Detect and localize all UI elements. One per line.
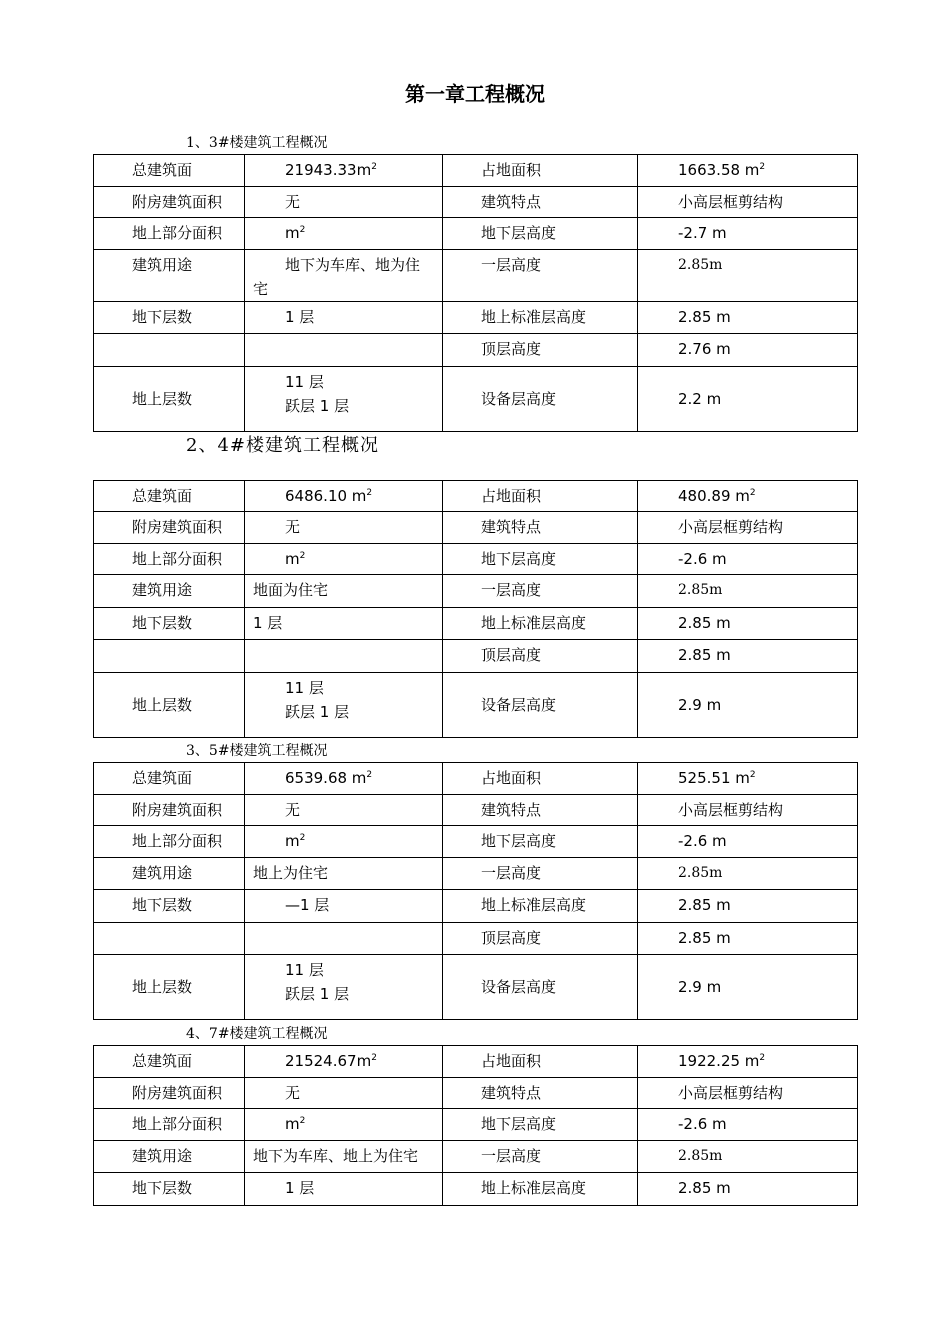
value-above-floors: 11 层 跃层 1 层	[245, 955, 443, 1020]
value-equipment-floor-height: 2.2 m	[638, 367, 858, 432]
building-5-table	[93, 762, 858, 1020]
empty-cell	[94, 923, 245, 955]
value-total-area: 6486.10 $m^2$	[245, 481, 443, 512]
label-basement-floors: 地下层数	[94, 890, 245, 923]
value-above-area: $m^2$	[245, 1109, 443, 1141]
value-top-floor-height: 2.85 m	[638, 923, 858, 955]
table-row	[94, 763, 858, 795]
label-first-floor-height: 一层高度	[443, 1141, 638, 1173]
value-total-area: $21943.33m^2$	[245, 155, 443, 187]
value-standard-floor-height: 2.85 m	[638, 890, 858, 923]
building-7-table	[93, 1045, 858, 1206]
value-above-area: $m^2$	[245, 826, 443, 858]
table-row	[94, 955, 858, 1020]
value-land-area: 480.89 $m^2$	[638, 481, 858, 512]
table-row	[94, 512, 858, 544]
value-basement-floors: —1 层	[245, 890, 443, 923]
label-annex-area: 附房建筑面积	[94, 1078, 245, 1109]
label-top-floor-height: 顶层高度	[443, 640, 638, 673]
page-title: 第一章工程概况	[405, 82, 545, 106]
label-total-area: 总建筑面	[94, 763, 245, 795]
value-above-area: $m^2$	[245, 218, 443, 250]
label-basement-height: 地下层高度	[443, 826, 638, 858]
table-row	[94, 367, 858, 432]
value-first-floor-height: 2.85m	[638, 575, 858, 608]
label-basement-height: 地下层高度	[443, 544, 638, 575]
label-total-area: 总建筑面	[94, 155, 245, 187]
label-annex-area: 附房建筑面积	[94, 187, 245, 218]
label-above-floors: 地上层数	[94, 955, 245, 1020]
value-basement-floors: 1 层	[245, 1173, 443, 1206]
table-row	[94, 890, 858, 923]
value-usage: 地下为车库、地上为住宅	[245, 1141, 443, 1173]
value-equipment-floor-height: 2.9 m	[638, 673, 858, 738]
value-feature: 小高层框剪结构	[638, 795, 858, 826]
table-row	[94, 923, 858, 955]
label-basement-floors: 地下层数	[94, 608, 245, 640]
label-first-floor-height: 一层高度	[443, 858, 638, 890]
table-row	[94, 858, 858, 890]
value-first-floor-height: 2.85m	[638, 250, 858, 302]
value-total-area: $21524.67m^2$	[245, 1046, 443, 1078]
label-equipment-floor-height: 设备层高度	[443, 955, 638, 1020]
value-annex-area: 无	[245, 187, 443, 218]
label-equipment-floor-height: 设备层高度	[443, 673, 638, 738]
value-first-floor-height: 2.85m	[638, 858, 858, 890]
value-annex-area: 无	[245, 512, 443, 544]
table-row	[94, 1109, 858, 1141]
value-basement-height: -2.6 m	[638, 1109, 858, 1141]
label-above-area: 地上部分面积	[94, 544, 245, 575]
table-row	[94, 608, 858, 640]
label-usage: 建筑用途	[94, 575, 245, 608]
value-top-floor-height: 2.76 m	[638, 334, 858, 367]
building-4-table	[93, 480, 858, 738]
label-feature: 建筑特点	[443, 512, 638, 544]
value-annex-area: 无	[245, 1078, 443, 1109]
label-usage: 建筑用途	[94, 858, 245, 890]
value-basement-height: -2.6 m	[638, 544, 858, 575]
label-standard-floor-height: 地上标准层高度	[443, 890, 638, 923]
label-above-area: 地上部分面积	[94, 1109, 245, 1141]
label-basement-height: 地下层高度	[443, 218, 638, 250]
empty-cell	[94, 334, 245, 367]
label-above-area: 地上部分面积	[94, 218, 245, 250]
label-feature: 建筑特点	[443, 187, 638, 218]
label-total-area: 总建筑面	[94, 481, 245, 512]
table-row	[94, 1141, 858, 1173]
table-row	[94, 481, 858, 512]
value-feature: 小高层框剪结构	[638, 187, 858, 218]
label-land-area: 占地面积	[443, 155, 638, 187]
label-top-floor-height: 顶层高度	[443, 923, 638, 955]
label-land-area: 占地面积	[443, 1046, 638, 1078]
value-land-area: 1663.58 $m^2$	[638, 155, 858, 187]
table-row	[94, 155, 858, 187]
table-row	[94, 795, 858, 826]
label-usage: 建筑用途	[94, 250, 245, 302]
empty-cell	[245, 334, 443, 367]
label-annex-area: 附房建筑面积	[94, 795, 245, 826]
table-row	[94, 218, 858, 250]
value-basement-height: -2.6 m	[638, 826, 858, 858]
label-first-floor-height: 一层高度	[443, 575, 638, 608]
value-basement-floors: 1 层	[245, 608, 443, 640]
label-total-area: 总建筑面	[94, 1046, 245, 1078]
value-feature: 小高层框剪结构	[638, 512, 858, 544]
label-above-floors: 地上层数	[94, 367, 245, 432]
label-usage: 建筑用途	[94, 1141, 245, 1173]
table-row	[94, 187, 858, 218]
value-above-area: $m^2$	[245, 544, 443, 575]
label-feature: 建筑特点	[443, 1078, 638, 1109]
empty-cell	[94, 640, 245, 673]
label-land-area: 占地面积	[443, 763, 638, 795]
value-feature: 小高层框剪结构	[638, 1078, 858, 1109]
section-heading-3: 3、5#楼建筑工程概况	[186, 743, 328, 759]
table-row	[94, 250, 858, 302]
value-standard-floor-height: 2.85 m	[638, 302, 858, 334]
table-row	[94, 1046, 858, 1078]
empty-cell	[245, 640, 443, 673]
table-row	[94, 334, 858, 367]
label-annex-area: 附房建筑面积	[94, 512, 245, 544]
table-row	[94, 544, 858, 575]
value-usage: 地面为住宅	[245, 575, 443, 608]
label-standard-floor-height: 地上标准层高度	[443, 302, 638, 334]
section-heading-2: 2、4#楼建筑工程概况	[186, 435, 379, 456]
label-standard-floor-height: 地上标准层高度	[443, 1173, 638, 1206]
section-heading-1: 1、3#楼建筑工程概况	[186, 135, 328, 151]
label-above-floors: 地上层数	[94, 673, 245, 738]
value-basement-height: -2.7 m	[638, 218, 858, 250]
value-usage: 地下为车库、地为住 宅	[245, 250, 443, 302]
value-usage: 地上为住宅	[245, 858, 443, 890]
label-top-floor-height: 顶层高度	[443, 334, 638, 367]
table-row	[94, 1173, 858, 1206]
label-land-area: 占地面积	[443, 481, 638, 512]
value-above-floors: 11 层 跃层 1 层	[245, 673, 443, 738]
table-row	[94, 640, 858, 673]
table-row	[94, 302, 858, 334]
label-basement-height: 地下层高度	[443, 1109, 638, 1141]
value-total-area: 6539.68 $m^2$	[245, 763, 443, 795]
label-first-floor-height: 一层高度	[443, 250, 638, 302]
empty-cell	[245, 923, 443, 955]
value-above-floors: 11 层 跃层 1 层	[245, 367, 443, 432]
table-row	[94, 1078, 858, 1109]
label-basement-floors: 地下层数	[94, 1173, 245, 1206]
table-row	[94, 826, 858, 858]
label-equipment-floor-height: 设备层高度	[443, 367, 638, 432]
label-feature: 建筑特点	[443, 795, 638, 826]
building-3-table	[93, 154, 858, 432]
value-standard-floor-height: 2.85 m	[638, 608, 858, 640]
value-annex-area: 无	[245, 795, 443, 826]
value-land-area: 525.51 $m^2$	[638, 763, 858, 795]
value-standard-floor-height: 2.85 m	[638, 1173, 858, 1206]
value-equipment-floor-height: 2.9 m	[638, 955, 858, 1020]
value-land-area: 1922.25 $m^2$	[638, 1046, 858, 1078]
label-above-area: 地上部分面积	[94, 826, 245, 858]
value-basement-floors: 1 层	[245, 302, 443, 334]
section-heading-4: 4、7#楼建筑工程概况	[186, 1026, 328, 1042]
label-basement-floors: 地下层数	[94, 302, 245, 334]
table-row	[94, 575, 858, 608]
label-standard-floor-height: 地上标准层高度	[443, 608, 638, 640]
value-first-floor-height: 2.85m	[638, 1141, 858, 1173]
value-top-floor-height: 2.85 m	[638, 640, 858, 673]
table-row	[94, 673, 858, 738]
